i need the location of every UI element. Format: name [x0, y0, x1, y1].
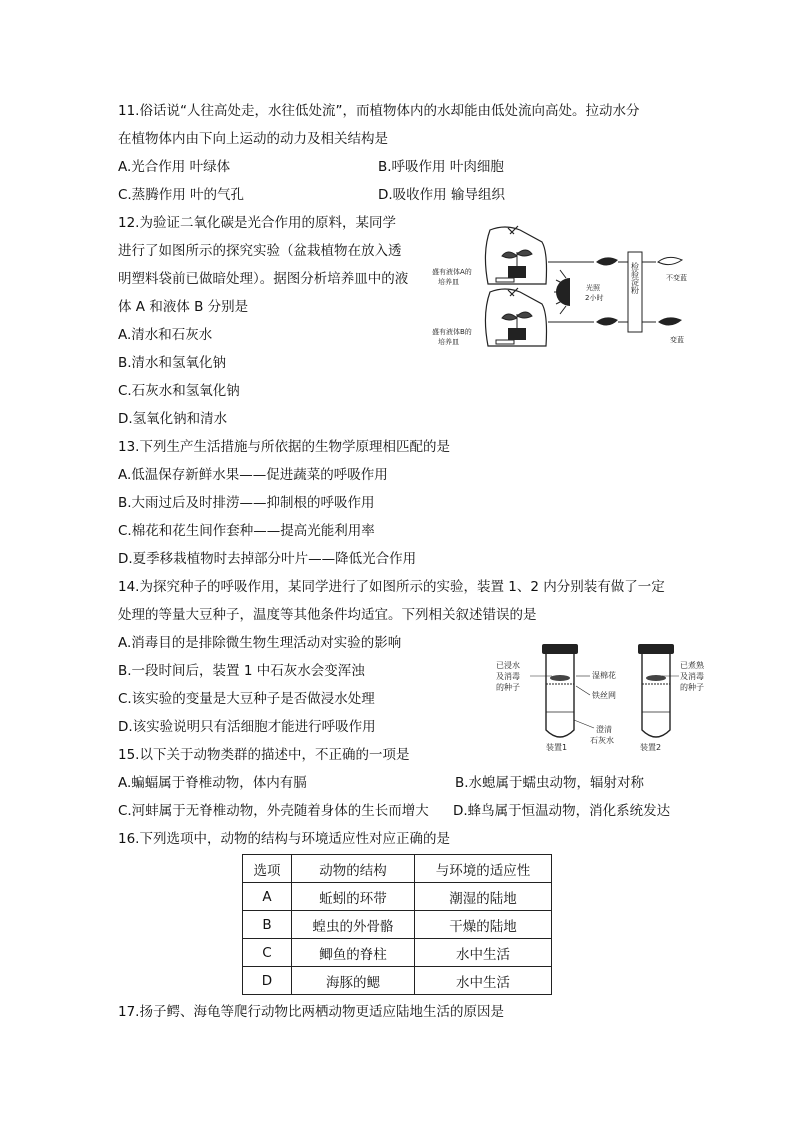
table-row — [243, 967, 552, 995]
dish-a-label-2: 培养皿 — [438, 278, 459, 286]
q13-option-a: A.低温保存新鲜水果——促进蔬菜的呼吸作用 — [118, 467, 388, 483]
q13-option-c: C.棉花和花生间作套种——提高光能利用率 — [118, 523, 375, 539]
q16-stem: 16.下列选项中，动物的结构与环境适应性对应正确的是 — [118, 831, 450, 847]
q13-stem: 13.下列生产生活措施与所依据的生物学原理相匹配的是 — [118, 439, 450, 455]
light-label-2: 2小时 — [585, 294, 604, 302]
q12-stem-line3: 明塑料袋前已做暗处理）。据图分析培养皿中的液 — [118, 271, 409, 287]
table-cell: 干燥的陆地 — [415, 911, 552, 939]
tube-1 — [546, 654, 574, 737]
q12-photosynthesis-figure — [430, 222, 700, 354]
q12-option-b: B.清水和氢氧化钠 — [118, 355, 227, 371]
q11-option-c: C.蒸腾作用 叶的气孔 — [118, 187, 245, 203]
dish-a-label-1: 盛有液体A的 — [432, 268, 472, 276]
cotton-label: 湿棉花 — [592, 671, 616, 680]
left-seed-label-1: 已浸水 — [496, 661, 520, 670]
q11-option-a: A.光合作用 叶绿体 — [118, 159, 231, 175]
result-bottom-label: 变蓝 — [670, 336, 684, 344]
q12-stem-line1: 12.为验证二氧化碳是光合作用的原料，某同学 — [118, 215, 396, 231]
left-seed-label-3: 的种子 — [496, 683, 520, 692]
table-header-cell: 动物的结构 — [292, 855, 415, 883]
leaf-result-bottom — [658, 317, 682, 325]
q12-option-c: C.石灰水和氢氧化钠 — [118, 383, 240, 399]
dish-b — [496, 340, 514, 344]
q16-table — [242, 854, 552, 995]
starch-test-label: 检验淀粉 — [630, 262, 640, 294]
device-1-label: 装置1 — [546, 743, 568, 752]
dish-b-label-1: 盛有液体B的 — [432, 328, 472, 336]
table-cell: 水中生活 — [415, 939, 552, 967]
q11-option-b: B.呼吸作用 叶肉细胞 — [378, 159, 504, 175]
q12-option-d: D.氢氧化钠和清水 — [118, 411, 228, 427]
lime-label-2: 石灰水 — [590, 736, 614, 745]
table-cell: 鲫鱼的脊柱 — [292, 939, 415, 967]
table-header-cell: 与环境的适应性 — [415, 855, 552, 883]
table-cell: 海豚的鳃 — [292, 967, 415, 995]
q12-stem-line2: 进行了如图所示的探究实验（盆栽植物在放入透 — [118, 243, 402, 259]
flower-pot-bottom — [508, 328, 526, 340]
q12-option-a: A.清水和石灰水 — [118, 327, 213, 343]
table-cell: B — [243, 911, 292, 939]
table-cell: C — [243, 939, 292, 967]
q17-stem: 17.扬子鳄、海龟等爬行动物比两栖动物更适应陆地生活的原因是 — [118, 1004, 504, 1020]
dish-a — [496, 278, 514, 282]
lime-label-1: 澄清 — [596, 725, 612, 734]
q15-option-a: A.蝙蝠属于脊椎动物，体内有膈 — [118, 775, 307, 791]
leaf-result-top — [658, 257, 682, 264]
table-header-row — [243, 855, 552, 883]
table-header-cell: 选项 — [243, 855, 292, 883]
q12-stem-line4: 体 A 和液体 B 分别是 — [118, 299, 249, 315]
stopper-1 — [542, 644, 578, 654]
q11-option-d: D.吸收作用 输导组织 — [378, 187, 505, 203]
q13-option-b: B.大雨过后及时排涝——抑制根的呼吸作用 — [118, 495, 375, 511]
q13-option-d: D.夏季移栽植物时去掉部分叶片——降低光合作用 — [118, 551, 417, 567]
flower-pot-top — [508, 266, 526, 278]
table-cell: 蚯蚓的环带 — [292, 883, 415, 911]
q14-option-a: A.消毒目的是排除微生物生理活动对实验的影响 — [118, 635, 402, 651]
q11-stem-line1: 11.俗话说“人往高处走，水往低处流”，而植物体内的水却能由低处流向高处。拉动水分 — [118, 103, 640, 119]
leaf-bottom — [596, 317, 618, 325]
table-row — [243, 883, 552, 911]
q15-option-b: B.水螅属于蠕虫动物，辐射对称 — [455, 775, 645, 791]
leaf-top — [596, 257, 618, 265]
table-cell: 潮湿的陆地 — [415, 883, 552, 911]
q14-option-b: B.一段时间后，装置 1 中石灰水会变浑浊 — [118, 663, 365, 679]
q14-option-c: C.该实验的变量是大豆种子是否做浸水处理 — [118, 691, 375, 707]
q14-stem-line1: 14.为探究种子的呼吸作用，某同学进行了如图所示的实验，装置 1、2 内分别装有做了一定 — [118, 579, 665, 595]
table-cell: D — [243, 967, 292, 995]
tube-2 — [642, 654, 670, 737]
table-row — [243, 939, 552, 967]
q14-respiration-figure — [494, 640, 724, 752]
table-cell: A — [243, 883, 292, 911]
q14-option-d: D.该实验说明只有活细胞才能进行呼吸作用 — [118, 719, 376, 735]
light-label-1: 光照 — [586, 284, 600, 292]
right-seed-label-2: 及消毒 — [680, 672, 704, 681]
q11-stem-line2: 在植物体内由下向上运动的动力及相关结构是 — [118, 131, 388, 147]
right-seed-label-1: 已煮熟 — [680, 661, 704, 670]
q15-option-d: D.蜂鸟属于恒温动物，消化系统发达 — [453, 803, 671, 819]
result-top-label: 不变蓝 — [666, 274, 687, 282]
table-row — [243, 911, 552, 939]
q15-stem: 15.以下关于动物类群的描述中，不正确的一项是 — [118, 747, 410, 763]
mesh-label: 铁丝网 — [592, 691, 616, 700]
q15-option-c: C.河蚌属于无脊椎动物，外壳随着身体的生长而增大 — [118, 803, 429, 819]
right-seed-label-3: 的种子 — [680, 683, 704, 692]
q14-stem-line2: 处理的等量大豆种子，温度等其他条件均适宜。下列相关叙述错误的是 — [118, 607, 537, 623]
table-cell: 蝗虫的外骨骼 — [292, 911, 415, 939]
stopper-2 — [638, 644, 674, 654]
device-2-label: 装置2 — [640, 743, 662, 752]
dish-b-label-2: 培养皿 — [438, 338, 459, 346]
left-seed-label-2: 及消毒 — [496, 672, 520, 681]
table-cell: 水中生活 — [415, 967, 552, 995]
